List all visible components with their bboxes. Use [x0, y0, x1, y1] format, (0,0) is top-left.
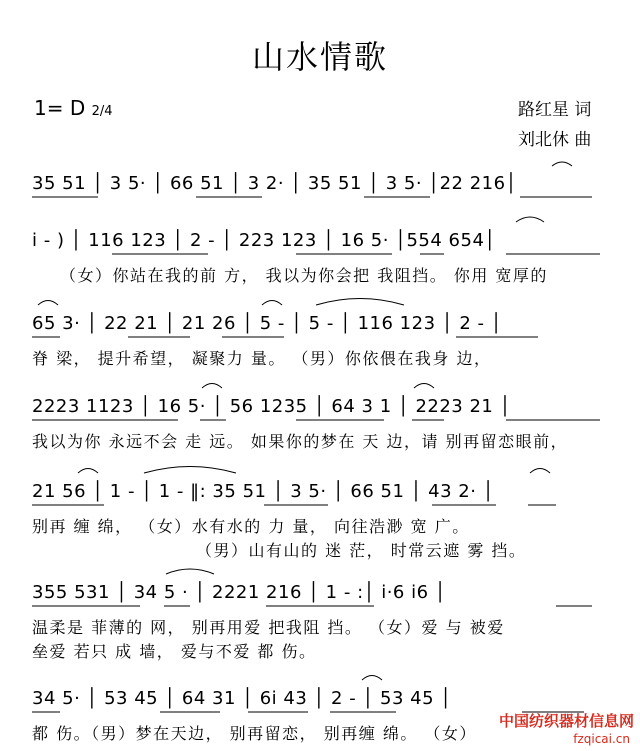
- key-label: 1= D: [34, 96, 86, 120]
- lyric-row-5-verse-2: （男）山有山的 迷 茫， 时常云遮 雾 挡。: [196, 541, 527, 560]
- score-row-4: 2223 1123 │ 16 5· │ 56 1235 │ 64 3 1 │ 2223 21 │: [32, 396, 511, 417]
- score-row-7: 34 5· │ 53 45 │ 64 31 │ 6i 43 │ 2 - │ 53 45 │: [32, 688, 452, 709]
- song-title: 山水情歌: [251, 38, 388, 76]
- composer-credit: 刘北休 曲: [518, 130, 592, 150]
- lyric-row-6-verse-2: 垒爱 若只 成 墙， 爱与不爱 都 伤。: [32, 642, 317, 661]
- lyric-row-7: 都 伤。（男）梦在天边， 别再留恋， 别再缠 绵。 （女）: [32, 724, 477, 743]
- score-row-2: i - ) │ 116 123 │ 2 - │ 223 123 │ 16 5· │554 654│: [32, 230, 496, 251]
- lyric-row-5-verse-1: 别再 缠 绵， （女）水有水的 力 量， 向往浩渺 宽 广。: [32, 517, 470, 536]
- lyric-row-3: 脊 梁， 提升希望， 凝聚力 量。 （男）你依偎在我身 边，: [32, 349, 492, 368]
- lyric-row-6-verse-1: 温柔是 菲薄的 网， 别再用爱 把我阻 挡。 （女）爱 与 被爱: [32, 618, 505, 637]
- score-row-1: 35 51 │ 3 5· │ 66 51 │ 3 2· │ 35 51 │ 3 5· │22 216│: [32, 173, 517, 194]
- watermark-url: fzqicai.cn: [573, 732, 630, 746]
- score-row-5: 21 56 │ 1 - │ 1 - ‖: 35 51 │ 3 5· │ 66 51 │ 43 2· │: [32, 481, 495, 502]
- lyric-row-2: （女）你站在我的前 方， 我以为你会把 我阻挡。 你用 宽厚的: [60, 266, 548, 285]
- score-row-6: 355 531 │ 34 5 · │ 2221 216 │ 1 - :│ i·6 i6 │: [32, 582, 447, 603]
- lyricist-credit: 路红星 词: [518, 100, 592, 120]
- time-signature: 2/4: [91, 104, 113, 119]
- score-row-3: 65 3· │ 22 21 │ 21 26 │ 5 - │ 5 - │ 116 123 │ 2 - │: [32, 313, 503, 334]
- watermark-name: 中国纺织器材信息网: [498, 712, 634, 730]
- lyric-row-4: 我以为你 永远不会 走 远。 如果你的梦在 天 边，请 别再留恋眼前，: [32, 432, 569, 451]
